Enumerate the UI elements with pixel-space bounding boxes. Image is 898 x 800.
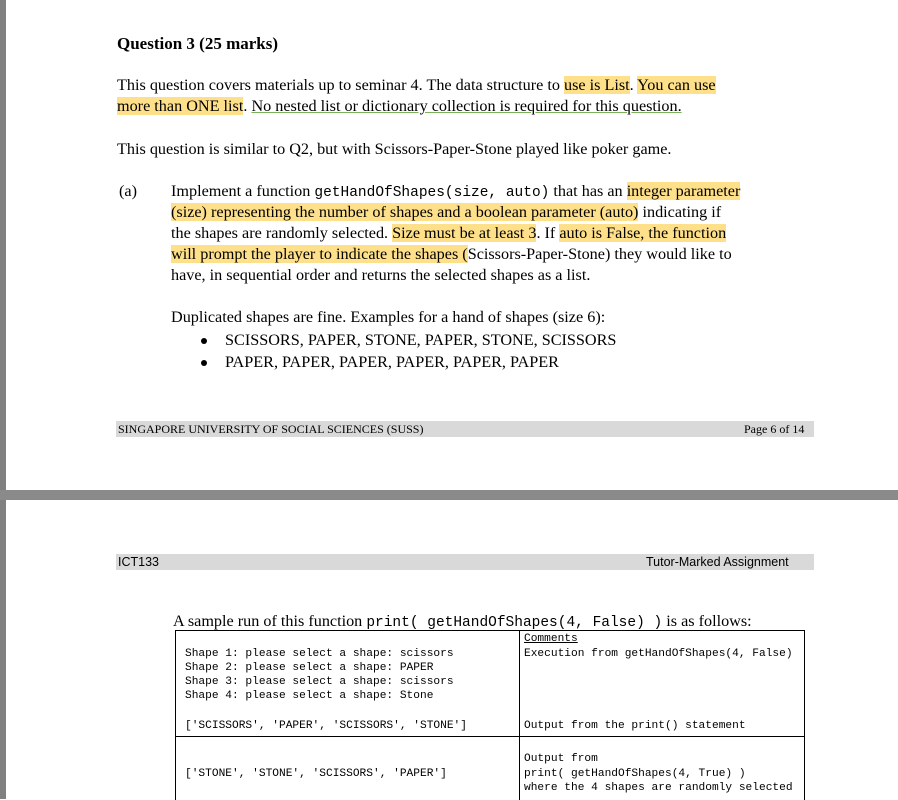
- prompt-line-3: Shape 3: please select a shape: scissors: [185, 676, 454, 688]
- bullet-icon: [201, 360, 207, 366]
- prompt-line-2: Shape 2: please select a shape: PAPER: [185, 662, 434, 674]
- part-a-line-3: the shapes are randomly selected. Size must be at least 3. If auto is False, the function: [171, 224, 727, 242]
- prompt-line-4: Shape 4: please select a shape: Stone: [185, 690, 434, 702]
- footer-university: SINGAPORE UNIVERSITY OF SOCIAL SCIENCES (SUSS): [118, 422, 424, 436]
- table-column-divider: [519, 631, 520, 800]
- sample-run-intro: A sample run of this function print( getHandOfShapes(4, False) ) is as follows:: [173, 612, 752, 631]
- part-a-label: (a): [119, 182, 137, 200]
- comments-header: Comments: [524, 633, 578, 645]
- comment-random-1: Output from: [524, 753, 598, 765]
- intro-line-1: This question covers materials up to seminar 4. The data structure to use is List. You can use: [117, 76, 716, 94]
- duplicates-note: Duplicated shapes are fine. Examples for a hand of shapes (size 6):: [171, 308, 606, 326]
- example-bullet-2: PAPER, PAPER, PAPER, PAPER, PAPER, PAPER: [201, 352, 559, 373]
- similar-note: This question is similar to Q2, but with Scissors-Paper-Stone played like poker game.: [117, 140, 672, 158]
- comment-print-output: Output from the print() statement: [524, 720, 746, 732]
- part-a-line-2: (size) representing the number of shapes and a boolean parameter (auto) indicating if: [171, 203, 722, 221]
- footer-page-number: Page 6 of 14: [744, 422, 805, 436]
- part-a-line-1: Implement a function getHandOfShapes(size, auto) that has an integer parameter: [171, 182, 741, 201]
- output-list-1: ['SCISSORS', 'PAPER', 'SCISSORS', 'STONE']: [185, 720, 467, 732]
- header-course-code: ICT133: [118, 555, 159, 569]
- example-bullet-1: SCISSORS, PAPER, STONE, PAPER, STONE, SCISSORS: [201, 330, 616, 351]
- document-page-7: [6, 500, 898, 799]
- intro-line-2: more than ONE list. No nested list or dictionary collection is required for this question.: [117, 97, 682, 115]
- table-row-divider: [176, 736, 804, 737]
- prompt-line-1: Shape 1: please select a shape: scissors: [185, 648, 454, 660]
- page-separator: [0, 490, 898, 500]
- part-a-line-5: have, in sequential order and returns the selected shapes as a list.: [171, 266, 591, 284]
- comment-random-3: where the 4 shapes are randomly selected: [524, 782, 793, 794]
- comment-random-2: print( getHandOfShapes(4, True) ): [524, 768, 746, 780]
- sample-run-table: [175, 630, 805, 800]
- bullet-icon: [201, 338, 207, 344]
- comment-execution: Execution from getHandOfShapes(4, False): [524, 648, 793, 660]
- part-a-line-4: will prompt the player to indicate the shapes (Scissors-Paper-Stone) they would like to: [171, 245, 732, 263]
- output-list-2: ['STONE', 'STONE', 'SCISSORS', 'PAPER']: [185, 768, 447, 780]
- document-page-6: [6, 0, 898, 490]
- question-heading: Question 3 (25 marks): [117, 34, 279, 53]
- header-assignment-type: Tutor-Marked Assignment: [646, 555, 789, 569]
